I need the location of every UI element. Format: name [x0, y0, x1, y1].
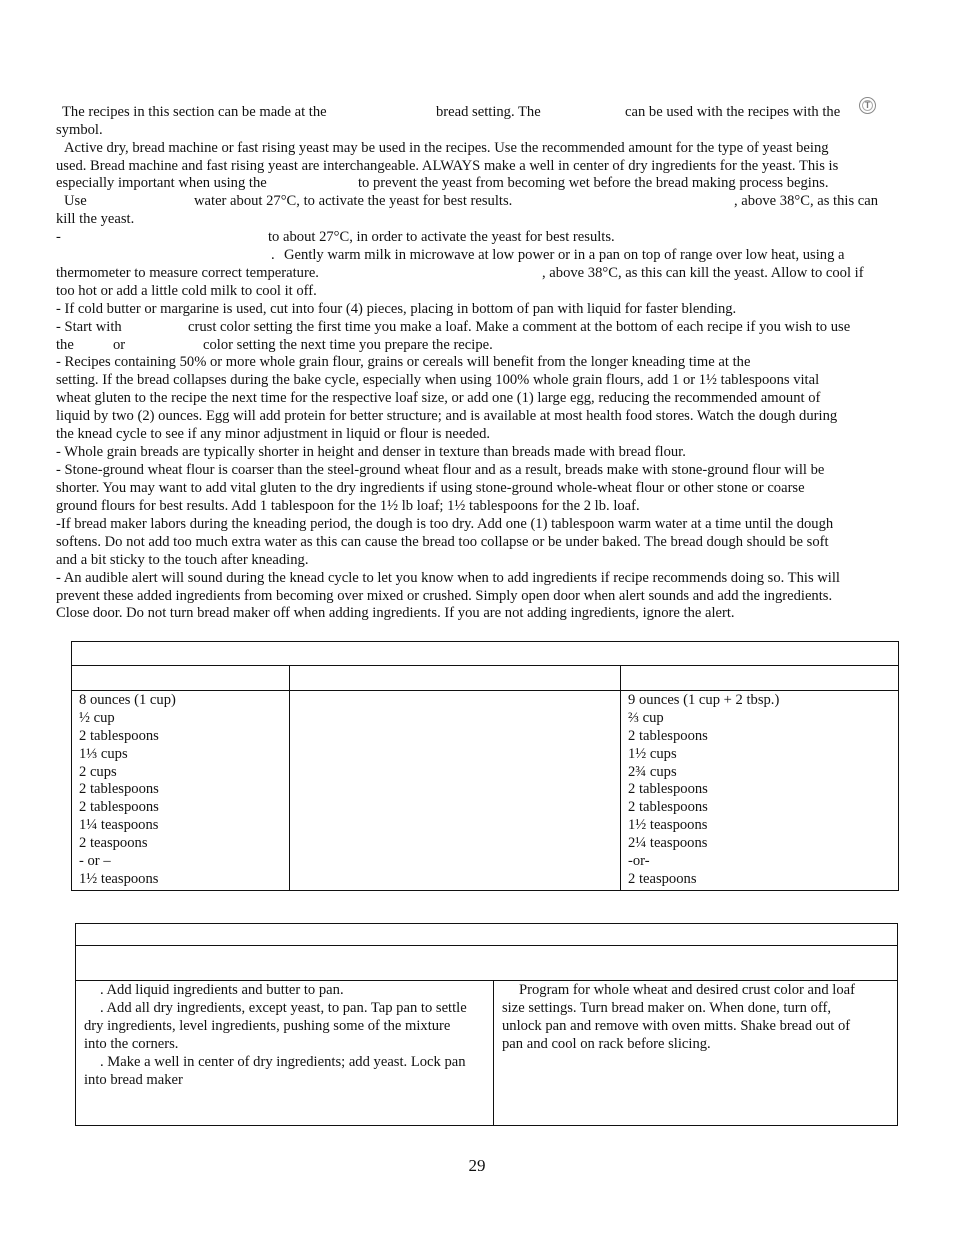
small-loaf-amount: 2 tablespoons	[79, 799, 159, 816]
grain-line-5: the knead cycle to see if any minor adjustment in liquid or flour is needed.	[56, 426, 491, 442]
water-line-1a: Use	[64, 193, 87, 209]
step-3-line-2: into bread maker	[84, 1072, 183, 1088]
small-loaf-amount: 2 cups	[79, 763, 117, 780]
step-4-line-1: Program for whole wheat and desired crust color and loaf	[519, 982, 855, 998]
milk-line-1a: .	[271, 247, 275, 263]
alert-line-2: prevent these added ingredients from becoming over mixed or crushed. Simply open door when alert sounds and add the ingredients.	[56, 588, 833, 604]
crust-line-2c: color setting the next time you prepare the recipe.	[203, 337, 493, 353]
grain-line-3: wheat gluten to the recipe the next time for the respective loaf size, or add one (1) large egg, reducing the recommended amount of	[56, 390, 821, 406]
grain-line-4: liquid by two (2) ounces. Egg will add protein for better structure; and is available at most health food stores. Watch the dough during	[56, 408, 838, 424]
dash-line-b: to about 27°C, in order to activate the yeast for best results.	[268, 229, 615, 245]
milk-line-2a: thermometer to measure correct temperature.	[56, 265, 319, 281]
whole-grain-line: - Whole grain breads are typically shorter in height and denser in texture than breads made with bread flour.	[56, 444, 686, 460]
small-loaf-amount: 2 teaspoons	[79, 835, 148, 852]
milk-line-3: too hot or add a little cold milk to cool it off.	[56, 283, 317, 299]
large-loaf-amount: 2 tablespoons	[628, 727, 708, 744]
large-loaf-amount: 2¾ cups	[628, 763, 677, 780]
large-loaf-amount: -or-	[628, 853, 650, 870]
table-divider	[72, 665, 898, 666]
intro-text-c: can be used with the recipes with the	[625, 104, 841, 120]
yeast-line-3a: especially important when using the	[56, 175, 267, 191]
grain-line-1: - Recipes containing 50% or more whole grain flour, grains or cereals will benefit from the longer kneading time at the	[56, 354, 751, 370]
page-number: 29	[468, 1156, 486, 1175]
water-line-2: kill the yeast.	[56, 211, 135, 227]
crust-line-1b: crust color setting the first time you make a loaf. Make a comment at the bottom of each recipe if you wish to use	[188, 319, 851, 335]
small-loaf-amount: 1½ teaspoons	[79, 870, 159, 887]
ingredients-table	[71, 641, 899, 891]
timer-t-glyph: T	[864, 100, 871, 110]
small-loaf-amount: 2 tablespoons	[79, 727, 159, 744]
crust-line-2a: the	[56, 337, 74, 353]
large-loaf-amounts	[628, 692, 779, 889]
yeast-line-3b: to prevent the yeast from becoming wet before the bread making process begins.	[358, 175, 829, 191]
milk-line-2b: , above 38°C, as this can kill the yeast. Allow to cool if	[542, 265, 864, 281]
method-right-column	[502, 981, 894, 1053]
large-loaf-amount: 2¼ teaspoons	[628, 835, 708, 852]
table-divider	[72, 690, 898, 691]
method-table	[75, 923, 898, 1126]
small-loaf-amount: 2 tablespoons	[79, 781, 159, 798]
table-divider	[76, 945, 897, 946]
small-loaf-amount: ½ cup	[79, 709, 115, 726]
step-3-line-1: . Make a well in center of dry ingredients; add yeast. Lock pan	[100, 1054, 466, 1070]
large-loaf-amount: 1½ teaspoons	[628, 817, 708, 834]
stone-line-2: shorter. You may want to add vital gluten to the dry ingredients if using stone-ground whole-wheat flour or other stone or coarse	[56, 480, 805, 496]
step-1: . Add liquid ingredients and butter to pan.	[100, 982, 344, 998]
small-loaf-amounts	[79, 692, 176, 889]
crust-line-1a: - Start with	[56, 319, 122, 335]
stone-line-1: - Stone-ground wheat flour is coarser than the steel-ground wheat flour and as a result, breads make with stone-ground flour will be	[56, 462, 825, 478]
water-line-1c: , above 38°C, as this can	[734, 193, 879, 209]
column-divider	[289, 665, 290, 890]
intro-text-d: symbol.	[56, 122, 103, 138]
column-divider	[620, 665, 621, 890]
step-4-line-2: size settings. Turn bread maker on. When done, turn off,	[502, 1000, 831, 1016]
small-loaf-amount: 1⅓ cups	[79, 745, 128, 762]
large-loaf-amount: 2 tablespoons	[628, 781, 708, 798]
crust-line-2b: or	[113, 337, 126, 353]
yeast-line-2: used. Bread machine and fast rising yeast are interchangeable. ALWAYS make a well in center of dry ingredients for the yeast. This is	[56, 158, 839, 174]
milk-line-1b: Gently warm milk in microwave at low power or in a pan on top of range over low heat, using a	[284, 247, 845, 263]
alert-line-3: Close door. Do not turn bread maker off when adding ingredients. If you are not adding ingredients, ignore the alert.	[56, 605, 735, 621]
column-divider	[493, 980, 494, 1125]
large-loaf-amount: 9 ounces (1 cup + 2 tbsp.)	[628, 692, 780, 708]
intro-text-a: The recipes in this section can be made at the	[62, 104, 327, 120]
water-line-1b: water about 27°C, to activate the yeast for best results.	[194, 193, 513, 209]
alert-line-1: - An audible alert will sound during the knead cycle to let you know when to add ingredients if recipe recommends doing so. This will	[56, 570, 840, 586]
step-2-line-1: . Add all dry ingredients, except yeast, to pan. Tap pan to settle	[100, 1000, 467, 1016]
labor-line-1: -If bread maker labors during the kneading period, the dough is too dry. Add one (1) tablespoon warm water at a time until the dough	[56, 516, 834, 532]
small-loaf-amount: 8 ounces (1 cup)	[79, 692, 176, 708]
large-loaf-amount: 2 tablespoons	[628, 799, 708, 816]
timer-t-icon	[859, 97, 876, 114]
large-loaf-amount: ⅔ cup	[628, 709, 664, 726]
stone-line-3: ground flours for best results. Add 1 tablespoon for the 1½ lb loaf; 1½ tablespoons for the 2 lb. loaf.	[56, 498, 640, 514]
dash-line-a: -	[56, 229, 61, 245]
large-loaf-amount: 2 teaspoons	[628, 870, 697, 887]
grain-line-2: setting. If the bread collapses during the bake cycle, especially when using 100% whole grain flours, add 1 or 1½ tablespoons vital	[56, 372, 820, 388]
step-2-line-3: into the corners.	[84, 1036, 179, 1052]
method-left-column	[84, 981, 492, 1089]
step-4-line-3: unlock pan and remove with oven mitts. Shake bread out of	[502, 1018, 851, 1034]
large-loaf-amount: 1½ cups	[628, 745, 677, 762]
step-2-line-2: dry ingredients, level ingredients, pushing some of the mixture	[84, 1018, 451, 1034]
small-loaf-amount: - or –	[79, 853, 111, 870]
small-loaf-amount: 1¼ teaspoons	[79, 817, 159, 834]
butter-line: - If cold butter or margarine is used, cut into four (4) pieces, placing in bottom of pan with liquid for faster blending.	[56, 301, 737, 317]
labor-line-2: softens. Do not add too much extra water as this can cause the bread too collapse or be under baked. The bread dough should be soft	[56, 534, 829, 550]
yeast-line-1: Active dry, bread machine or fast rising yeast may be used in the recipes. Use the recommended amount for the type of yeast being	[64, 140, 829, 156]
intro-text-b: bread setting. The	[436, 104, 541, 120]
labor-line-3: and a bit sticky to the touch after kneading.	[56, 552, 309, 568]
step-4-line-4: pan and cool on rack before slicing.	[502, 1036, 711, 1052]
